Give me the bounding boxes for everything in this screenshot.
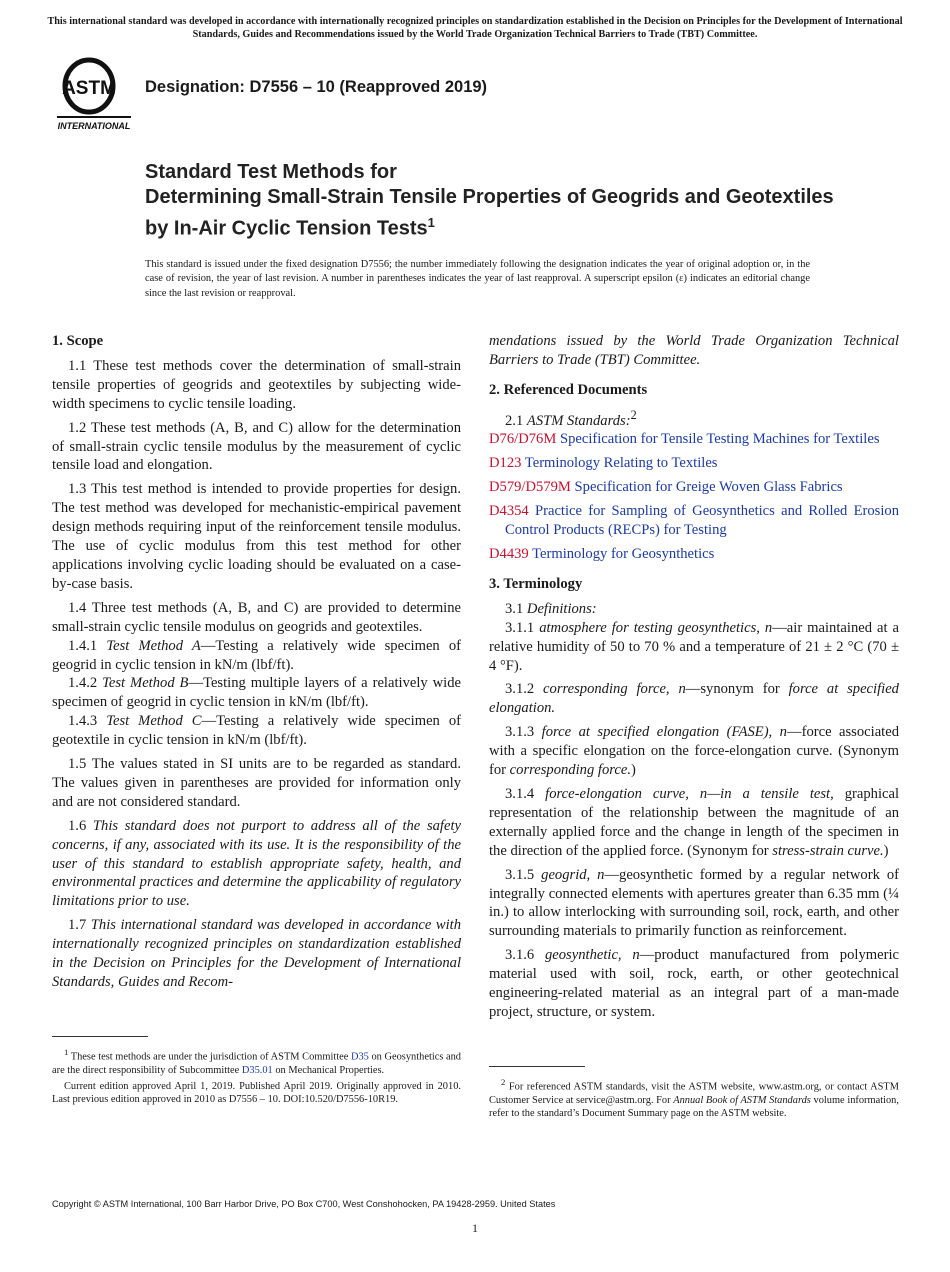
definition-text: —synonym for	[685, 681, 789, 698]
clause-number: 1.6	[68, 817, 87, 834]
footnote-2-text	[489, 1076, 899, 1120]
clause-number: 3.1.4	[505, 785, 535, 802]
clause-number: 3.1.1	[505, 619, 535, 636]
clause-number: 1.4.1	[68, 637, 98, 654]
clause-term: ASTM Standards:	[526, 412, 631, 429]
clause-number: 3.1.6	[505, 947, 535, 964]
clause-number: 1.7	[68, 917, 87, 934]
footnote-mark: 1	[64, 1047, 69, 1057]
defined-term: force-elongation curve, n—in a tensile test	[545, 785, 831, 802]
astm-logo-subtitle: INTERNATIONAL	[57, 121, 131, 131]
footnote-1-text	[52, 1046, 461, 1077]
cross-reference: stress-strain curve.	[772, 842, 884, 859]
issuance-note: This standard is issued under the fixed designation D7556; the number immediately following the designation indicates the year of original adoption or, in the case of revision, the year of last revision. A number in parentheses indicates the year of last reapproval. A superscript epsilon (ε) indicates an editorial change since the last revision or reapproval.	[145, 259, 810, 299]
title-main: Determining Small-Strain Tensile Properties of Geogrids and Geotextiles by In-Air Cyclic Tension Tests	[145, 186, 834, 240]
reference-item	[489, 478, 899, 497]
clause-text: —Testing multiple layers of a relatively wide specimen of geogrid in cyclic tension in kN/m (lbf/ft).	[52, 675, 461, 711]
defined-term: force at specified elongation (FASE), n	[541, 724, 787, 741]
footnote-italic: Annual Book of ASTM Standards	[673, 1094, 811, 1106]
reference-code-link[interactable]: D123	[489, 455, 522, 472]
title-line-2	[145, 185, 845, 242]
reference-item	[489, 454, 899, 473]
reference-code-link[interactable]: D579/D579M	[489, 479, 571, 496]
clause-number: 3.1	[505, 600, 524, 617]
cross-reference: corresponding force.	[509, 762, 631, 779]
astm-logo-letters: ASTM	[62, 78, 116, 99]
definition-3-1-4	[489, 785, 899, 861]
reference-title-link[interactable]: Terminology Relating to Textiles	[524, 455, 718, 472]
paragraph-1-6	[52, 817, 461, 912]
reference-code-link[interactable]: D4439	[489, 546, 529, 563]
reference-item	[489, 430, 899, 449]
paragraph-1-2: 1.2 These test methods (A, B, and C) allow for the determination of small-strain cyclic tensile modulus by the measurement of cyclic tensile load and elongation.	[52, 419, 461, 474]
footnote-1-edition: Current edition approved April 1, 2019. Published April 2019. Originally approved in 2010. Last previous edition approved in 2010 as D7556 – 10. DOI:10.520/D7556-10R19.	[52, 1080, 461, 1106]
defined-term: corresponding force, n	[543, 681, 686, 698]
reference-title-link[interactable]: Terminology for Geosynthetics	[532, 546, 715, 563]
reference-code-link[interactable]: D76/D76M	[489, 431, 557, 448]
section-heading-referenced-documents: 2. Referenced Documents	[489, 381, 648, 398]
definition-text: )	[883, 842, 889, 859]
defined-term: geosynthetic, n	[544, 947, 640, 964]
subsection-2-1	[489, 406, 899, 431]
clause-text: This international standard was developed in accordance with internationally recognized principles on standardization established in the Decision on Principles for the Development of International Standards, Guides and Recom-	[52, 917, 462, 990]
clause-term: Definitions:	[526, 600, 597, 617]
referenced-standards-list	[489, 430, 899, 563]
definition-3-1-2	[489, 680, 899, 718]
definition-text: —force associated with a specific elongation on the force-elongation curve. (Synonym for	[489, 724, 899, 779]
clause-number: 2.1	[505, 412, 524, 429]
paragraph-1-1: 1.1 These test methods cover the determination of small-strain tensile properties of geogrids and geotextiles by subjecting wide-width specimens to cyclic tensile loading.	[52, 357, 461, 412]
clause-number: 3.1.2	[505, 681, 535, 698]
paragraph-1-4-1	[52, 637, 461, 675]
clause-number: 1.4.2	[68, 675, 98, 692]
footnote-2	[489, 1076, 899, 1123]
subcommittee-link[interactable]: D35.01	[241, 1064, 273, 1076]
reference-code-link[interactable]: D4354	[489, 503, 529, 520]
reference-item	[489, 502, 899, 540]
cross-reference: force at specified elongation.	[489, 681, 899, 717]
right-column	[489, 332, 899, 1027]
designation: Designation: D7556 – 10 (Reapproved 2019)	[145, 78, 488, 96]
copyright-line: Copyright © ASTM International, 100 Barr Harbor Drive, PO Box C700, West Conshohocken, PA 19428-2959. United States	[52, 1199, 556, 1209]
definition-text: —geosynthetic formed by a regular network of integrally connected elements with apertures greater than 6.35 mm (¼ in.) to allow interlocking with surrounding soil, rock, earth, and other surrounding materials to primarily function as reinforcement.	[489, 866, 899, 940]
paragraph-1-7	[52, 916, 461, 992]
document-title	[145, 160, 845, 242]
clause-text: —Testing a relatively wide specimen of geogrid in cyclic tension in kN/m (lbf/ft).	[52, 637, 462, 673]
paragraph-1-5: 1.5 The values stated in SI units are to be regarded as standard. The values given in parentheses are provided for information only and are not considered standard.	[52, 756, 461, 810]
footnote-1	[52, 1046, 461, 1109]
page-number: 1	[472, 1221, 478, 1235]
title-footnote-mark: 1	[427, 215, 435, 230]
definition-3-1-6	[489, 946, 899, 1022]
clause-text: This standard does not purport to address all of the safety concerns, if any, associated with its use. It is the responsibility of the user of this standard to establish appropriate safety, health, and environmental practices and determine the applicability of regulatory limitations prior to use.	[52, 817, 461, 910]
clause-term: Test Method B	[102, 675, 189, 692]
definition-text: —product manufactured from polymeric material used with soil, rock, earth, or other geotechnical engineering-related material as an integral part of a man-made project, structure, or system.	[489, 947, 899, 1020]
clause-number: 3.1.3	[505, 724, 535, 741]
definition-text: —air maintained at a relative humidity of 50 to 70 % and a temperature of 21 ± 2 °C (70 ± 4 °F).	[489, 619, 899, 674]
footnote-text: These test methods are under the jurisdiction of ASTM Committee	[68, 1051, 351, 1063]
definition-3-1-5	[489, 866, 899, 942]
footnote-mark: 2	[630, 407, 637, 422]
definition-text: )	[631, 762, 636, 779]
clause-text: mendations issued by the World Trade Organization Technical Barriers to Trade (TBT) Committee.	[489, 333, 899, 368]
reference-item	[489, 545, 899, 564]
footnote-text: For referenced ASTM standards, visit the ASTM website, www.astm.org, or contact ASTM Customer Service at service@astm.org. For	[489, 1081, 899, 1106]
paragraph-1-4-3	[52, 712, 461, 750]
section-heading-terminology: 3. Terminology	[489, 575, 583, 592]
footnote-mark: 2	[501, 1077, 506, 1087]
paragraph-1-4-2	[52, 674, 461, 712]
definition-3-1-3	[489, 723, 899, 780]
definition-text: , graphical representation of the relationship between the magnitude of an externally applied force and the change in length of the specimen in the direction of the applied force. (Synonym for	[489, 785, 900, 859]
defined-term: atmosphere for testing geosynthetics, n	[539, 619, 773, 636]
footnote-rule-right	[489, 1066, 585, 1067]
reference-title-link[interactable]: Specification for Greige Woven Glass Fabrics	[574, 479, 843, 496]
paragraph-1-4: 1.4 Three test methods (A, B, and C) are provided to determine small-strain cyclic tensile modulus on geogrids and geotextiles.	[52, 599, 461, 635]
paragraph-1-7-continued	[489, 332, 899, 370]
footnote-text: on Mechanical Properties.	[272, 1064, 385, 1076]
committee-link[interactable]: D35	[350, 1051, 369, 1063]
footnote-text: on Geosynthetics and are the direct responsibility of Subcommittee	[52, 1051, 461, 1076]
section-heading-scope: 1. Scope	[52, 333, 104, 349]
title-line-1: Standard Test Methods for	[145, 161, 397, 183]
reference-title-link[interactable]: Practice for Sampling of Geosynthetics and Rolled Erosion Control Products (RECPs) for Testing	[505, 503, 899, 539]
clause-text: —Testing a relatively wide specimen of geotextile in cyclic tension in kN/m (lbf/ft).	[52, 713, 461, 749]
footnote-text: volume information, refer to the standard’s Document Summary page on the ASTM website.	[489, 1094, 899, 1119]
paragraph-1-3: 1.3 This test method is intended to provide properties for design. The test method was developed for mechanistic-empirical pavement design methods requiring input of the reinforcement tensile modulus. The use of cyclic modulus from this test method for other applications involving cyclic loading should be evaluated on a case-by-case basis.	[52, 481, 461, 592]
clause-number: 1.4.3	[68, 713, 98, 730]
international-standard-notice: This international standard was developed in accordance with internationally recognized principles on standardization established in the Decision on Principles for the Development of International Standards, Guides and Recommendations issued by the World Trade Organization Technical Barriers to Trade (TBT) Committee.	[47, 16, 903, 40]
left-column	[52, 332, 461, 992]
reference-title-link[interactable]: Specification for Tensile Testing Machines for Textiles	[559, 431, 880, 448]
clause-number: 3.1.5	[505, 866, 535, 883]
subsection-3-1	[489, 600, 899, 619]
clause-term: Test Method A	[106, 637, 201, 654]
astm-logo-icon	[53, 56, 135, 134]
astm-logo	[53, 56, 135, 134]
footnote-rule-left	[52, 1036, 148, 1037]
defined-term: geogrid, n	[541, 866, 605, 883]
clause-term: Test Method C	[106, 713, 202, 730]
definition-3-1-1	[489, 619, 899, 676]
